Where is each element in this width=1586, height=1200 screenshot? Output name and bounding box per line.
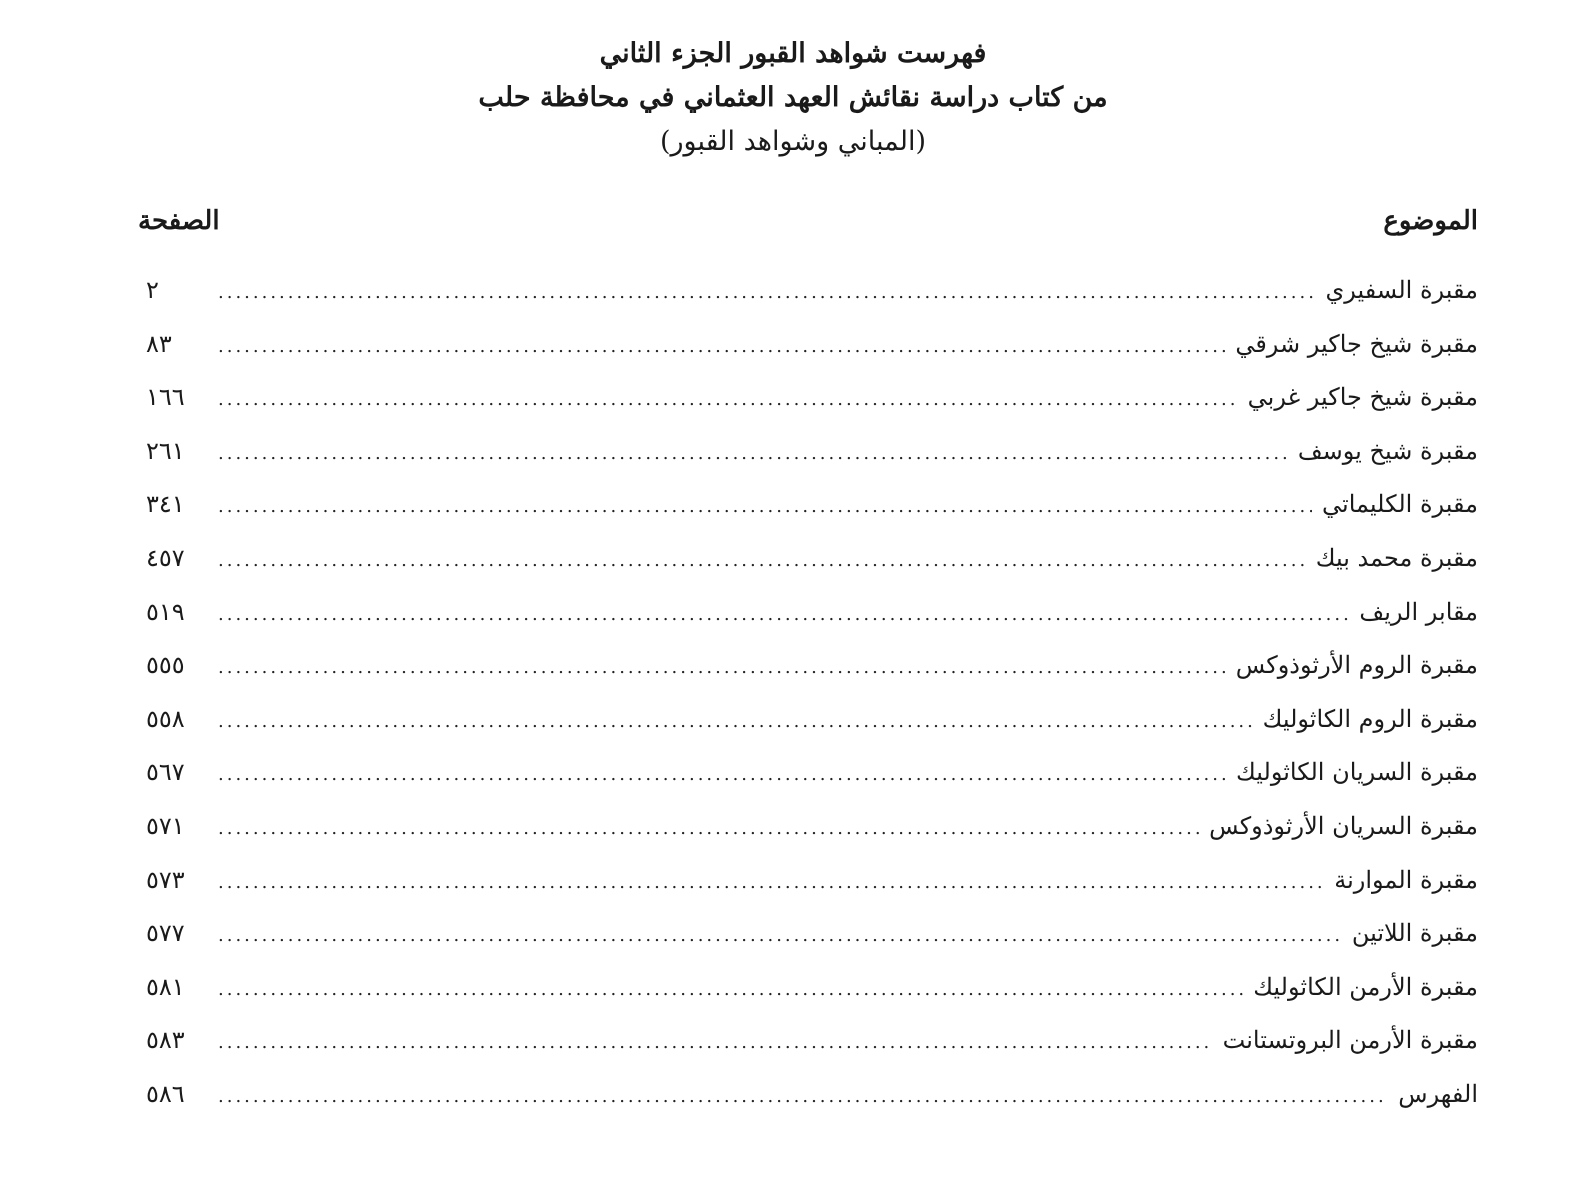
toc-entry-topic: مقبرة شيخ جاكير غربي — [1247, 383, 1478, 412]
toc-entry-page: ٥٥٨ — [146, 704, 185, 733]
toc-entry-topic: مقبرة الروم الكاثوليك — [1262, 704, 1478, 733]
toc-entry-page: ٥٧١ — [146, 811, 185, 840]
toc-entry-topic: مقبرة الموارنة — [1334, 865, 1478, 894]
document-title: فهرست شواهد القبور الجزء الثاني — [599, 38, 987, 69]
page-column-header: الصفحة — [138, 206, 220, 236]
table-of-contents — [146, 276, 1478, 1134]
dot-leader — [218, 925, 1342, 946]
toc-entry — [146, 1026, 1478, 1080]
toc-entry-page: ٥١٩ — [146, 597, 185, 626]
toc-entry-page: ٥٧٧ — [146, 919, 185, 948]
toc-entry — [146, 490, 1478, 544]
toc-entry-topic: مقبرة السفيري — [1325, 276, 1478, 304]
toc-entry — [146, 919, 1478, 973]
dot-leader — [218, 496, 1312, 517]
toc-entry — [146, 758, 1478, 812]
toc-entry — [146, 705, 1478, 759]
dot-leader — [218, 979, 1243, 1000]
toc-entry-page: ٢٦١ — [146, 436, 185, 465]
toc-entry — [146, 812, 1478, 866]
dot-leader — [218, 657, 1226, 678]
toc-entry-page: ٨٣ — [146, 329, 172, 358]
dot-leader — [218, 764, 1226, 785]
toc-entry — [146, 330, 1478, 384]
column-headers — [138, 206, 1478, 246]
dot-leader — [218, 1086, 1388, 1107]
toc-entry-page: ٣٤١ — [146, 490, 185, 519]
toc-entry — [146, 1080, 1478, 1134]
dot-leader — [218, 604, 1349, 625]
toc-entry-topic: مقبرة اللاتين — [1351, 919, 1478, 948]
dot-leader — [218, 818, 1199, 839]
dot-leader — [218, 1032, 1213, 1053]
dot-leader — [218, 711, 1253, 732]
toc-entry-topic: مقابر الريف — [1359, 597, 1478, 626]
toc-entry-topic: الفهرس — [1398, 1079, 1478, 1108]
toc-entry-page: ٥٨٦ — [146, 1079, 185, 1108]
toc-entry-topic: مقبرة الكليماتي — [1322, 490, 1478, 519]
toc-entry — [146, 973, 1478, 1027]
dot-leader — [218, 282, 1316, 303]
toc-entry-page: ٤٥٧ — [146, 543, 185, 572]
toc-entry-page: ٥٧٣ — [146, 865, 185, 894]
toc-entry-topic: مقبرة شيخ جاكير شرقي — [1235, 329, 1478, 358]
dot-leader — [218, 872, 1324, 893]
dot-leader — [218, 336, 1225, 357]
toc-entry-page: ٢ — [146, 276, 159, 304]
dot-leader — [218, 550, 1306, 571]
toc-entry — [146, 544, 1478, 598]
toc-entry — [146, 383, 1478, 437]
toc-entry — [146, 651, 1478, 705]
toc-entry-topic: مقبرة الأرمن البروتستانت — [1222, 1026, 1478, 1055]
toc-entry-topic: مقبرة محمد بيك — [1315, 543, 1478, 572]
dot-leader — [218, 389, 1238, 410]
topic-column-header: الموضوع — [1383, 206, 1478, 236]
toc-entry — [146, 598, 1478, 652]
toc-entry-page: ٥٦٧ — [146, 758, 185, 787]
toc-entry-topic: مقبرة الأرمن الكاثوليك — [1253, 972, 1478, 1001]
document-subtitle: من كتاب دراسة نقائش العهد العثماني في محافظة حلب — [478, 82, 1108, 113]
toc-entry — [146, 437, 1478, 491]
dot-leader — [218, 443, 1288, 464]
toc-entry-topic: مقبرة السريان الكاثوليك — [1236, 758, 1478, 787]
toc-entry — [146, 866, 1478, 920]
toc-entry — [146, 276, 1478, 330]
toc-entry-topic: مقبرة السريان الأرثوذوكس — [1209, 811, 1478, 840]
toc-entry-page: ٥٥٥ — [146, 651, 185, 680]
toc-entry-page: ٥٨٣ — [146, 1026, 185, 1055]
document-subtitle-parenthetical: (المباني وشواهد القبور) — [659, 126, 926, 157]
toc-entry-topic: مقبرة شيخ يوسف — [1297, 436, 1478, 465]
toc-entry-page: ٥٨١ — [146, 972, 185, 1001]
title-block — [0, 32, 1586, 164]
toc-entry-topic: مقبرة الروم الأرثوذوكس — [1235, 651, 1478, 680]
toc-entry-page: ١٦٦ — [146, 383, 185, 412]
